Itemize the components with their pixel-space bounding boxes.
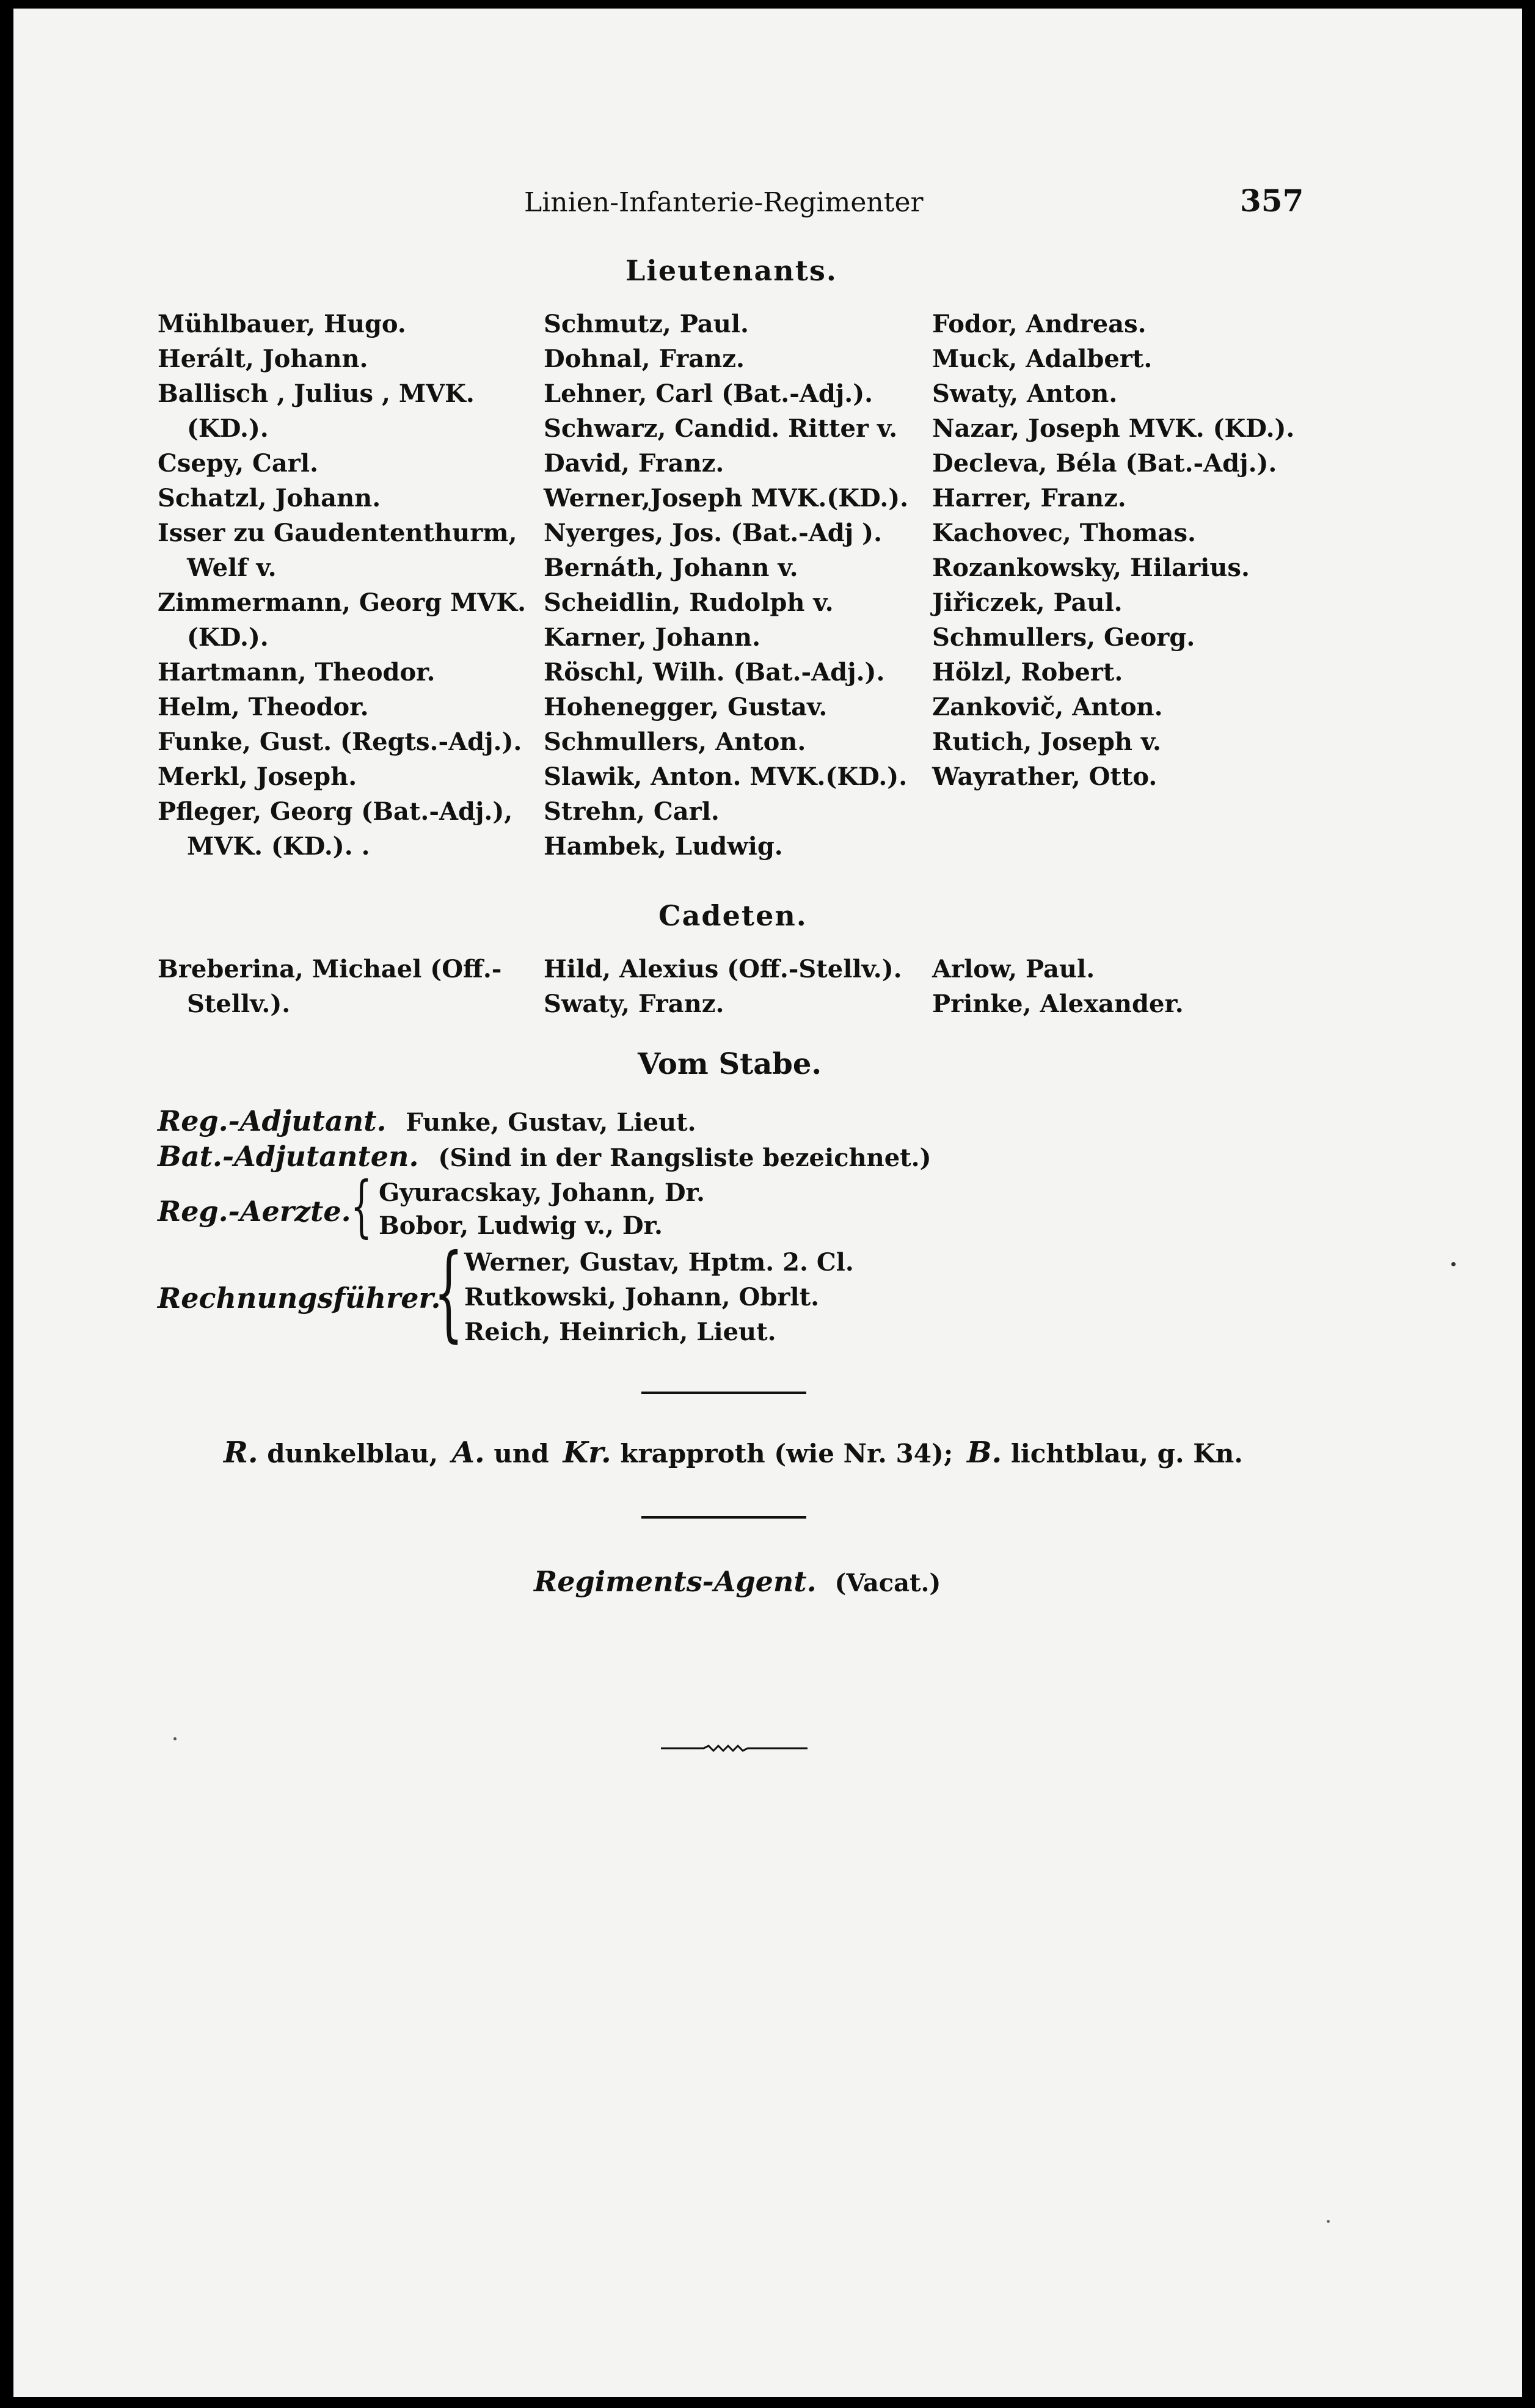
speck <box>1327 2220 1330 2223</box>
facing-b-text: lichtblau, g. Kn. <box>1010 1439 1243 1469</box>
page <box>13 9 1522 2397</box>
list-item: Schmullers, Anton. <box>544 728 806 756</box>
running-title: Linien-Infanterie-Regimenter <box>524 187 924 218</box>
list-item: Harrer, Franz. <box>932 484 1126 513</box>
list-item: Hild, Alexius (Off.-Stellv.). <box>544 955 902 983</box>
divider <box>641 1392 806 1394</box>
list-item: Dohnal, Franz. <box>544 345 745 373</box>
reg-adjutant-row <box>158 1104 696 1137</box>
list-item: Pfleger, Georg (Bat.-Adj.), <box>158 797 513 826</box>
list-item: Csepy, Carl. <box>158 449 318 478</box>
list-item: Swaty, Anton. <box>932 379 1118 408</box>
list-item: Bernáth, Johann v. <box>544 553 798 582</box>
list-item: Zimmermann, Georg MVK. <box>158 588 527 617</box>
facing-und: und <box>494 1439 549 1469</box>
list-item: Hölzl, Robert. <box>932 658 1123 687</box>
list-item: Muck, Adalbert. <box>932 345 1153 373</box>
facing-r-label: R. <box>224 1436 258 1470</box>
facing-a-label: A. <box>451 1436 485 1470</box>
facing-kr-label: Kr. <box>563 1436 611 1470</box>
facing-kr-text: krapproth (wie Nr. 34); <box>620 1439 953 1469</box>
list-item: Hambek, Ludwig. <box>544 832 783 861</box>
list-item: (KD.). <box>187 414 269 443</box>
brace-icon: { <box>351 1167 372 1245</box>
list-item: Rutich, Joseph v. <box>932 728 1161 756</box>
list-item: Welf v. <box>187 553 277 582</box>
cadeten-column-2 <box>544 952 902 1021</box>
list-item: Breberina, Michael (Off.- <box>158 955 502 983</box>
bat-adjutanten-value: (Sind in der Rangsliste bezeichnet.) <box>438 1144 932 1172</box>
section-title-vom-stabe: Vom Stabe. <box>638 1047 822 1081</box>
list-item: Stellv.). <box>187 990 291 1018</box>
list-item: Mühlbauer, Hugo. <box>158 310 406 338</box>
list-item: Merkl, Joseph. <box>158 762 357 791</box>
reg-aerzte-list <box>379 1177 705 1242</box>
regiments-agent-label: Regiments-Agent. <box>534 1565 817 1598</box>
list-item: Wayrather, Otto. <box>932 762 1158 791</box>
rechnungsfuehrer-label: Rechnungsführer. <box>158 1282 441 1315</box>
lieutenants-column-2 <box>544 307 908 864</box>
ornament-icon <box>661 1742 808 1754</box>
lieutenants-column-1 <box>158 307 526 864</box>
list-item: Fodor, Andreas. <box>932 310 1147 338</box>
list-item: Nazar, Joseph MVK. (KD.). <box>932 414 1295 443</box>
list-item: Decleva, Béla (Bat.-Adj.). <box>932 449 1277 478</box>
list-item: Rutkowski, Johann, Obrlt. <box>464 1283 820 1312</box>
list-item: Isser zu Gaudententhurm, <box>158 519 517 547</box>
lieutenants-column-3 <box>932 307 1294 794</box>
list-item: (KD.). <box>187 623 269 652</box>
list-item: Arlow, Paul. <box>932 955 1095 983</box>
list-item: Nyerges, Jos. (Bat.-Adj ). <box>544 519 883 547</box>
list-item: Prinke, Alexander. <box>932 990 1184 1018</box>
list-item: Werner, Gustav, Hptm. 2. Cl. <box>464 1248 854 1277</box>
list-item: Werner,Joseph MVK.(KD.). <box>544 484 909 513</box>
list-item: Bobor, Ludwig v., Dr. <box>379 1211 663 1240</box>
section-title-lieutenants: Lieutenants. <box>625 254 837 287</box>
list-item: Schwarz, Candid. Ritter v. <box>544 414 898 443</box>
rechnungsfuehrer-list <box>464 1245 854 1349</box>
list-item: Hartmann, Theodor. <box>158 658 436 687</box>
list-item: Kachovec, Thomas. <box>932 519 1196 547</box>
facing-colors-line <box>224 1436 1243 1470</box>
divider <box>641 1516 806 1519</box>
list-item: Schatzl, Johann. <box>158 484 381 513</box>
list-item: Scheidlin, Rudolph v. <box>544 588 834 617</box>
list-item: Rozankowsky, Hilarius. <box>932 553 1250 582</box>
facing-b-label: B. <box>966 1436 1002 1470</box>
cadeten-column-1 <box>158 952 501 1021</box>
section-title-cadeten: Cadeten. <box>658 899 808 932</box>
list-item: Ballisch , Julius , MVK. <box>158 379 475 408</box>
regiments-agent-value: (Vacat.) <box>834 1569 941 1597</box>
reg-adjutant-label: Reg.-Adjutant. <box>158 1104 387 1137</box>
list-item: Herált, Johann. <box>158 345 368 373</box>
list-item: Jiřiczek, Paul. <box>932 588 1123 617</box>
list-item: MVK. (KD.). . <box>187 832 370 861</box>
reg-adjutant-value: Funke, Gustav, Lieut. <box>406 1108 696 1137</box>
speck <box>173 1737 177 1740</box>
list-item: Reich, Heinrich, Lieut. <box>464 1318 776 1346</box>
list-item: Helm, Theodor. <box>158 693 369 721</box>
list-item: Gyuracskay, Johann, Dr. <box>379 1178 705 1207</box>
list-item: Hohenegger, Gustav. <box>544 693 828 721</box>
bat-adjutanten-row <box>158 1140 932 1173</box>
regiments-agent-row <box>534 1565 941 1598</box>
list-item: Schmullers, Georg. <box>932 623 1195 652</box>
brace-icon: { <box>434 1232 464 1353</box>
list-item: Schmutz, Paul. <box>544 310 749 338</box>
list-item: Zankovič, Anton. <box>932 693 1163 721</box>
cadeten-column-3 <box>932 952 1184 1021</box>
reg-aerzte-label: Reg.-Aerzte. <box>158 1195 351 1228</box>
list-item: Slawik, Anton. MVK.(KD.). <box>544 762 908 791</box>
page-number: 357 <box>1240 183 1304 219</box>
facing-r-text: dunkelblau, <box>267 1439 439 1469</box>
list-item: Funke, Gust. (Regts.-Adj.). <box>158 728 522 756</box>
list-item: Swaty, Franz. <box>544 990 724 1018</box>
list-item: Karner, Johann. <box>544 623 760 652</box>
list-item: Röschl, Wilh. (Bat.-Adj.). <box>544 658 885 687</box>
list-item: Strehn, Carl. <box>544 797 720 826</box>
list-item: Lehner, Carl (Bat.-Adj.). <box>544 379 873 408</box>
list-item: David, Franz. <box>544 449 724 478</box>
bat-adjutanten-label: Bat.-Adjutanten. <box>158 1140 419 1173</box>
speck <box>1451 1262 1456 1266</box>
